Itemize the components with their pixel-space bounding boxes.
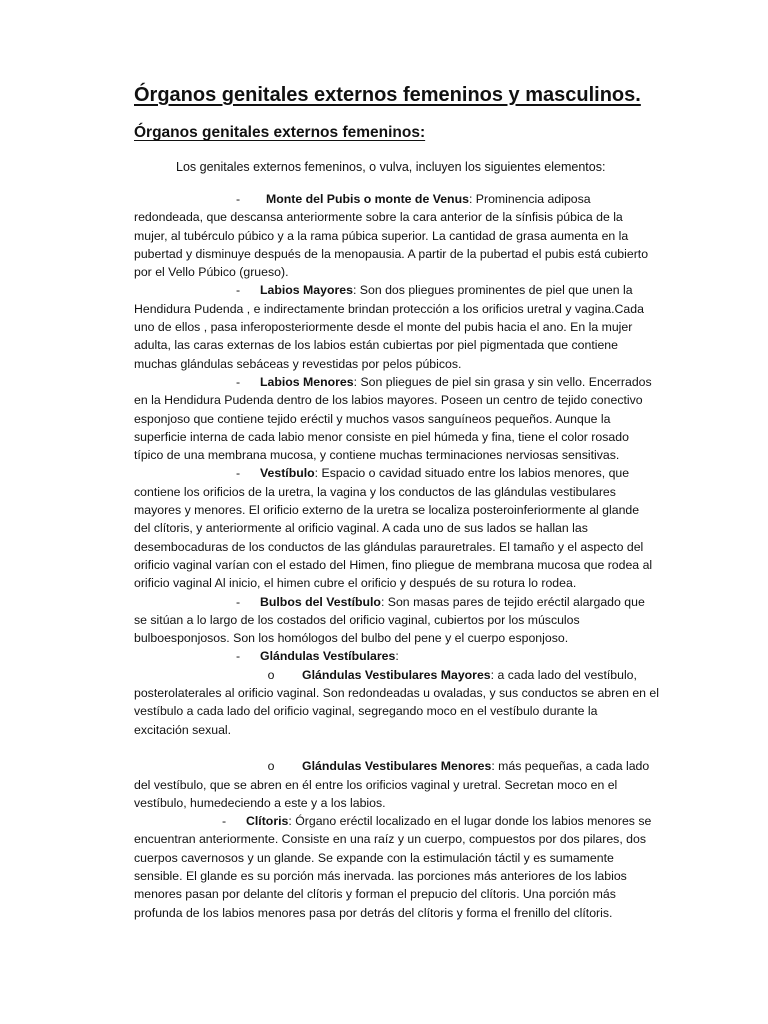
item-bulbos-vestibulo: - Bulbos del Vestíbulo: Son masas pares de tejido eréctil alargado que se sitúan a lo largo de los costados del orificio vaginal, cubiertos por los músculos bulboesponjosos. Son los homólogos del bulbo del pene y el cuerpo esponjoso.: [134, 594, 645, 646]
term-glandulas: Glándulas Vestíbulares: [260, 649, 396, 664]
dash-bullet: -: [235, 649, 241, 664]
circle-bullet: o: [267, 759, 275, 774]
term-glandulas-mayores: Glándulas Vestibulares Mayores: [302, 667, 491, 682]
intro-paragraph: Los genitales externos femeninos, o vulva, incluyen los siguientes elementos:: [176, 160, 606, 174]
document-body: [134, 190, 659, 922]
term-bulbos: Bulbos del Vestíbulo: [260, 594, 381, 609]
item-labios-menores: - Labios Menores: Son pliegues de piel sin grasa y sin vello. Encerrados en la Hendidura Pudenda dentro de los labios mayores. Poseen un centro de tejido conectivo esponjoso que contiene tejido eréctil y muchos vasos sanguíneos pequeños. Aunque la superficie interna de cada labio menor consiste en piel húmeda y fina, tiene el color rosado típico de una membrana mucosa, y contiene muchas terminaciones nerviosas sensitivas.: [134, 374, 652, 463]
item-vestibulo: - Vestíbulo: Espacio o cavidad situado entre los labios menores, que contiene los orificios de la uretra, la vagina y los conductos de las glándulas vestibulares mayores y menores. El orificio externo de la uretra se localiza posteroinferiormente al glande del clítoris, y anteriormente al orificio vaginal. A cada uno de sus lados se hallan las desembocaduras de los conductos de las glándulas parauretrales. El tamaño y el aspecto del orificio vaginal varían con el estado del Himen, fino pliegue de membrana mucosa que rodea al orificio vaginal Al inicio, el himen cubre el orificio y después de su rotura lo rodea.: [134, 466, 653, 591]
circle-bullet: o: [267, 667, 275, 682]
subitem-glandulas-menores: o Glándulas Vestibulares Menores: más pequeñas, a cada lado del vestíbulo, que se abren en él entre los orificios vaginal y uretral. Secretan moco en el vestíbulo, humedeciendo a este y a los labios.: [134, 759, 650, 810]
dash-bullet: -: [235, 192, 241, 206]
dash-bullet: -: [235, 594, 241, 609]
term-glandulas-menores: Glándulas Vestibulares Menores: [302, 759, 492, 774]
item-clitoris: - Clítoris: Órgano eréctil localizado en el lugar donde los labios menores se encuentran anteriormente. Consiste en una raíz y un cuerpo, compuestos por dos pilares, dos cuerpos cavernosos y un glande. Se expande con la estimulación táctil y es sumamente sensible. El glande es su porción más inervada. las porciones más anteriores de los labios menores pasan por delante del clítoris y forman el prepucio del clítoris. Una porción más profunda de los labios menores pasa por detrás del clítoris y forma el frenillo del clítoris.: [134, 814, 652, 920]
item-labios-mayores: - Labios Mayores: Son dos pliegues prominentes de piel que unen la Hendidura Pudenda , e indirectamente brindan protección a los orificios uretral y vagina.Cada uno de ellos , pasa inferoposteriormente desde el monte del pubis hacia el ano. En la mujer adulta, las caras externas de los labios están cubiertas por piel pigmentada que contiene muchas glándulas sebáceas y revestidas por pelos púbicos.: [134, 283, 644, 371]
term-labios-mayores: Labios Mayores: [260, 283, 353, 298]
item-monte-del-pubis: - Monte del Pubis o monte de Venus: Prominencia adiposa redondeada, que descansa anteriormente sobre la cara anterior de la sínfisis púbica de la mujer, al tubérculo púbico y a la rama púbica superior. La cantidad de grasa aumenta en la pubertad y disminuye después de la menopausia. A partir de la pubertad el pubis está cubierto por el Vello Púbico (grueso).: [134, 192, 649, 280]
dash-bullet: -: [235, 283, 241, 298]
dash-bullet: -: [235, 374, 241, 389]
item-glandulas-vestibulares: - Glándulas Vestíbulares:: [134, 647, 639, 665]
term-labios-menores: Labios Menores: [260, 374, 354, 389]
dash-bullet: -: [235, 466, 241, 481]
blank-line: [134, 739, 639, 757]
subitem-glandulas-mayores: o Glándulas Vestibulares Mayores: a cada lado del vestíbulo, posterolaterales al orificio vaginal. Son redondeadas u ovaladas, y sus conductos se abren en el vestíbulo a cada lado del orificio vaginal, segregando moco en el vestíbulo durante la excitación sexual.: [134, 667, 659, 737]
term-vestibulo: Vestíbulo: [260, 466, 315, 481]
section-heading: Órganos genitales externos femeninos:: [134, 124, 426, 141]
page-title: Órganos genitales externos femeninos y masculinos.: [134, 84, 641, 106]
term-monte: Monte del Pubis o monte de Venus: [266, 192, 469, 206]
term-clitoris: Clítoris: [246, 814, 289, 829]
dash-bullet: -: [221, 814, 227, 829]
